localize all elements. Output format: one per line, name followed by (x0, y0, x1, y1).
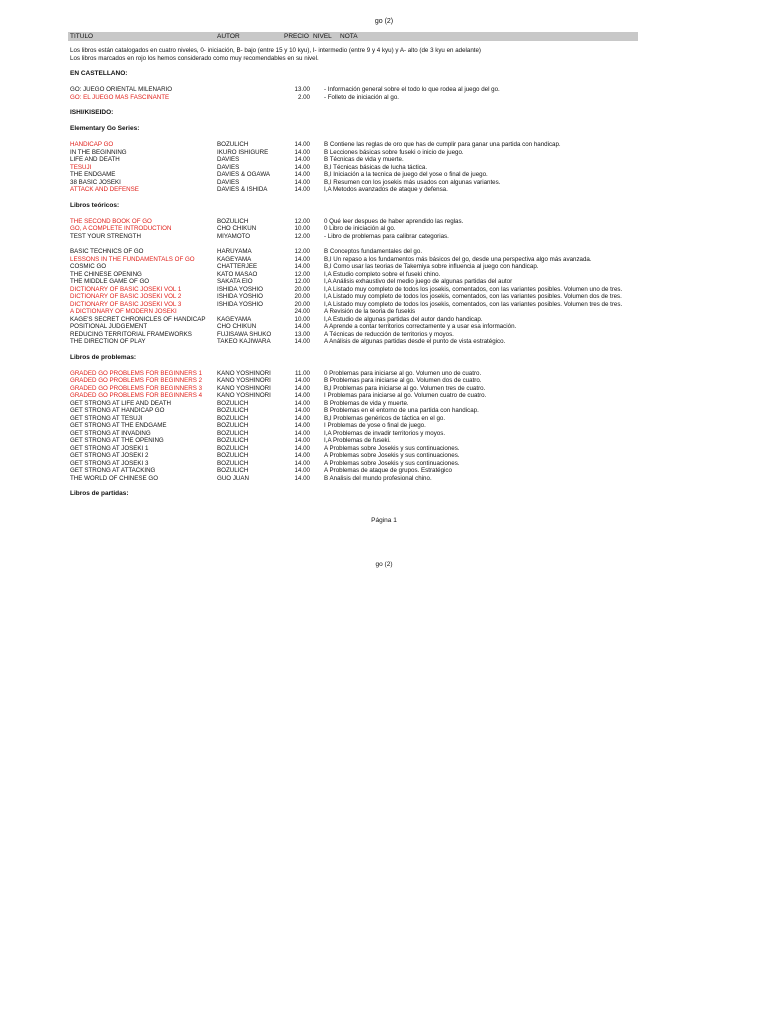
book-title: GET STRONG AT TESUJI (70, 414, 143, 422)
book-row (70, 445, 670, 453)
book-title: ATTACK AND DEFENSE (70, 186, 139, 193)
book-author: BOZULICH (217, 437, 249, 444)
book-title: THE DIRECTION OF PLAY (70, 338, 146, 345)
book-note: A Problemas sobre Josekis y sus continuaciones. (324, 459, 460, 467)
book-note: B,I Problemas para iniciarse al go. Volumen tres de cuatro. (324, 384, 486, 392)
book-price: 12.00 (294, 278, 310, 285)
book-row (70, 475, 670, 483)
book-price: 14.00 (294, 263, 310, 270)
book-title: THE MIDDLE GAME OF GO (70, 278, 150, 285)
book-price: 14.00 (294, 178, 310, 186)
book-title: GO, A COMPLETE INTRODUCTION (70, 225, 172, 232)
book-note: I,A Listado muy completo de todos los josekis, comentados, con las variantes posibles. Volumen uno de tres. (324, 285, 623, 293)
book-title: THE SECOND BOOK OF GO (70, 217, 152, 225)
book-title: THE ENDGAME (70, 171, 116, 178)
book-title: GET STRONG AT THE ENDGAME (70, 422, 167, 429)
book-price: 14.00 (294, 255, 310, 263)
book-price: 14.00 (294, 399, 310, 407)
book-author: BOZULICH (217, 414, 249, 422)
book-row (70, 301, 670, 309)
book-author: DAVIES & ISHIDA (217, 186, 268, 193)
book-title: A DICTIONARY OF MODERN JOSEKI (70, 308, 177, 315)
book-row (70, 415, 670, 423)
book-row (70, 385, 670, 393)
book-row (70, 186, 670, 194)
book-author: CHATTERJEE (217, 263, 258, 270)
spacer (70, 194, 670, 202)
book-row (70, 430, 670, 438)
book-author: DAVIES (217, 163, 240, 171)
book-note: - Folleto de iniciación al go. (324, 93, 399, 101)
spacer (70, 101, 670, 109)
book-row (70, 422, 670, 430)
book-note: I,A Listado muy completo de todos los josekis, comentados, con las variantes posibles. Volumen tres de tres. (324, 300, 623, 308)
book-row (70, 377, 670, 385)
book-note: B,I Como usar las teorias de Takemiya sobre influencia al juego con handicap. (324, 263, 539, 270)
book-author: DAVIES (217, 156, 240, 163)
book-title: DICTIONARY OF BASIC JOSEKI VOL 3 (70, 300, 182, 308)
book-title: GET STRONG AT JOSEKI 2 (70, 452, 149, 459)
book-author: HARUYAMA (217, 248, 252, 255)
book-price: 14.00 (294, 452, 310, 459)
book-note: B Lecciones básicas sobre fuseki o inicio de juego. (324, 148, 464, 156)
book-author: BOZULICH (217, 422, 249, 429)
book-title: GO: JUEGO ORIENTAL MILENARIO (70, 86, 173, 93)
book-note: B,I Problemas genéricos de táctica en el go. (324, 414, 446, 422)
col-titulo: TITULO (70, 33, 94, 40)
book-author: KANO YOSHINORI (217, 369, 271, 377)
section-title: Libros de partidas: (70, 490, 129, 497)
book-note: B,I Iniciación a la tecnica de juego del yose o final de juego. (324, 171, 488, 178)
book-author: KAGEYAMA (217, 255, 252, 263)
book-title: KAGE'S SECRET CHRONICLES OF HANDICAP (70, 315, 206, 323)
spacer (70, 346, 670, 354)
book-note: - Libro de problemas para calibrar categorias. (324, 232, 449, 240)
intro-line: Los libros están catalogados en cuatro niveles, 0- iniciación, B- bajo (entre 15 y 10 kyu), I- intermedio (entre 9 y 4 kyu) y A- alto (de 3 kyu en adelante) (70, 47, 481, 54)
spacer (70, 210, 670, 218)
book-note: 0 Problemas para iniciarse al go. Volumen uno de cuatro. (324, 369, 482, 377)
book-note: B Problemas para iniciarse al go. Volumen dos de cuatro. (324, 377, 482, 384)
book-note: I,A Estudio de algunas partidas del autor dando handicap. (324, 315, 483, 323)
book-price: 10.00 (294, 315, 310, 323)
book-price: 14.00 (294, 186, 310, 193)
col-autor: AUTOR (217, 33, 240, 40)
book-price: 14.00 (294, 414, 310, 422)
book-price: 14.00 (294, 171, 310, 178)
book-price: 12.00 (294, 217, 310, 225)
spacer (70, 78, 670, 86)
book-row (70, 407, 670, 415)
book-price: 12.00 (294, 248, 310, 255)
book-author: SAKATA EIO (217, 278, 253, 285)
book-row (70, 338, 670, 346)
book-row (70, 331, 670, 339)
book-row (70, 467, 670, 475)
book-price: 14.00 (294, 467, 310, 474)
book-row (70, 164, 670, 172)
book-note: I,A Listado muy completo de todos los josekis, comentados, con las variantes posibles. Volumen dos de tres. (324, 293, 622, 300)
book-author: BOZULICH (217, 429, 249, 437)
book-row (70, 94, 670, 102)
spacer (70, 362, 670, 370)
column-header-bar (68, 32, 638, 41)
book-price: 14.00 (294, 429, 310, 437)
book-note: 0 Qué leer despues de haber aprendido las reglas. (324, 217, 464, 225)
book-note: I,A Estudio completo sobre el fuseki chino. (324, 270, 441, 278)
book-row (70, 323, 670, 331)
book-author: CHO CHIKUN (217, 323, 257, 330)
book-price: 24.00 (294, 308, 310, 315)
section-title: EN CASTELLANO: (70, 70, 128, 77)
book-author: BOZULICH (217, 467, 249, 474)
book-price: 14.00 (294, 384, 310, 392)
book-note: B,I Técnicas básicas de lucha táctica. (324, 163, 428, 171)
book-title: COSMIC GO (70, 263, 107, 270)
book-author: BOZULICH (217, 444, 249, 452)
book-row (70, 452, 670, 460)
book-row (70, 233, 670, 241)
book-note: - Información general sobre el todo lo que rodea al juego del go. (324, 86, 500, 93)
book-title: GET STRONG AT ATTACKING (70, 467, 156, 474)
book-row (70, 141, 670, 149)
book-note: B,I Un repaso a los fundamentos más básicos del go, desde una perspectiva algo más avanzada. (324, 255, 592, 263)
book-note: A Análisis de algunas partidas desde el punto de vista estratégico. (324, 338, 506, 345)
book-price: 20.00 (294, 293, 310, 300)
col-precio: PRECIO (284, 33, 309, 40)
book-author: KANO YOSHINORI (217, 384, 271, 392)
section-title: Libros teóricos: (70, 201, 120, 209)
spacer (70, 240, 670, 248)
book-note: B Analisis del mundo profesional chino. (324, 474, 432, 482)
book-price: 14.00 (294, 407, 310, 414)
book-author: BOZULICH (217, 399, 249, 407)
book-price: 20.00 (294, 285, 310, 293)
book-price: 10.00 (294, 225, 310, 232)
book-row (70, 316, 670, 324)
book-note: B,I Resumen con los josekis más usados con algunas variantes. (324, 178, 501, 186)
book-title: POSITIONAL JUDGEMENT (70, 323, 148, 330)
book-author: DAVIES (217, 178, 240, 186)
book-title: TEST YOUR STRENGTH (70, 232, 141, 240)
book-row (70, 370, 670, 378)
book-price: 14.00 (294, 444, 310, 452)
book-price: 14.00 (294, 141, 310, 148)
intro-line: Los libros marcados en rojo los hemos considerado como muy recomendables en su nivel. (70, 55, 319, 62)
book-author: ISHIDA YOSHIO (217, 293, 263, 300)
book-row (70, 179, 670, 187)
page2-header: go (2) (375, 561, 393, 568)
book-title: GET STRONG AT JOSEKI 3 (70, 459, 149, 467)
book-author: ISHIDA YOSHIO (217, 285, 263, 293)
book-author: ISHIDA YOSHIO (217, 300, 263, 308)
book-author: KATO MASAO (217, 270, 258, 278)
spacer (70, 498, 670, 506)
book-price: 12.00 (294, 270, 310, 278)
book-title: HANDICAP GO (70, 141, 114, 148)
book-title: GRADED GO PROBLEMS FOR BEGINNERS 4 (70, 392, 203, 399)
spacer (70, 117, 670, 125)
book-price: 12.00 (294, 232, 310, 240)
book-author: GUO JUAN (217, 474, 249, 482)
book-author: DAVIES & OGAWA (217, 171, 271, 178)
book-title: GET STRONG AT THE OPENING (70, 437, 164, 444)
book-price: 14.00 (294, 474, 310, 482)
page-header: go (2) (374, 18, 394, 25)
book-title: GET STRONG AT JOSEKI 1 (70, 444, 149, 452)
book-row (70, 308, 670, 316)
book-author: IKURO ISHIGURE (217, 148, 269, 156)
intro-text (70, 47, 481, 63)
book-row (70, 278, 670, 286)
book-row (70, 460, 670, 468)
book-price: 13.00 (294, 330, 310, 338)
book-note: A Revisión de la teoria de fusekis (324, 308, 416, 315)
book-title: GET STRONG AT INVADING (70, 429, 151, 437)
book-author: KAGEYAMA (217, 315, 252, 323)
book-note: I,A Problemas de invadir territorios y moyos. (324, 429, 446, 437)
book-row (70, 286, 670, 294)
book-note: B Problemas en el entorno de una partida con handicap. (324, 407, 479, 414)
book-price: 14.00 (294, 377, 310, 384)
book-title: LESSONS IN THE FUNDAMENTALS OF GO (70, 255, 195, 263)
book-note: A Problemas sobre Josekis y sus continuaciones. (324, 452, 460, 459)
book-title: BASIC TECHNICS OF GO (70, 248, 144, 255)
book-title: THE WORLD OF CHINESE GO (70, 474, 159, 482)
section-title: ISHI/KISEIDO: (70, 109, 114, 116)
book-price: 14.00 (294, 392, 310, 399)
book-list (70, 70, 670, 506)
book-price: 2.00 (297, 93, 310, 101)
book-note: I Problemas para iniciarse al go. Volumen cuatro de cuatro. (324, 392, 487, 399)
book-note: I,A Metodos avanzados de ataque y defensa. (324, 186, 448, 193)
book-note: 0 Libro de iniciación al go. (324, 225, 396, 232)
section-title: Libros de problemas: (70, 353, 137, 361)
book-author: KANO YOSHINORI (217, 377, 271, 384)
book-title: DICTIONARY OF BASIC JOSEKI VOL 1 (70, 285, 182, 293)
book-row (70, 218, 670, 226)
col-nivel: NIVEL (313, 33, 332, 40)
book-title: THE CHINESE OPENING (70, 270, 142, 278)
book-note: A Técnicas de reducción de territorios y moyos. (324, 330, 454, 338)
book-title: GO: EL JUEGO MAS FASCINANTE (70, 93, 170, 101)
book-note: I,A Análisis exhaustivo del medio juego de algunas partidas del autor (324, 278, 513, 285)
book-row (70, 400, 670, 408)
book-price: 14.00 (294, 163, 310, 171)
book-row (70, 437, 670, 445)
book-price: 13.00 (294, 86, 310, 93)
book-note: B Técnicas de vida y muerte. (324, 156, 404, 163)
book-price: 14.00 (294, 422, 310, 429)
book-row (70, 263, 670, 271)
book-note: I,A Problemas de fuseki. (324, 437, 391, 444)
book-author: BOZULICH (217, 459, 249, 467)
book-price: 11.00 (294, 369, 310, 377)
book-row (70, 271, 670, 279)
book-note: B Problemas de vida y muerte. (324, 399, 409, 407)
book-row (70, 248, 670, 256)
book-price: 14.00 (294, 437, 310, 444)
spacer (70, 133, 670, 141)
book-note: B Contiene las reglas de oro que has de cumplir para ganar una partida con handicap. (324, 141, 561, 148)
book-row (70, 171, 670, 179)
book-title: GRADED GO PROBLEMS FOR BEGINNERS 3 (70, 384, 203, 392)
book-row (70, 256, 670, 264)
book-row (70, 149, 670, 157)
col-nota: NOTA (340, 33, 358, 40)
book-title: GRADED GO PROBLEMS FOR BEGINNERS 1 (70, 369, 203, 377)
book-author: BOZULICH (217, 141, 249, 148)
book-note: B Conceptos fundamentales del go. (324, 248, 423, 255)
book-note: A Aprende a contar territorios correctamente y a usar esa información. (324, 323, 517, 330)
book-row (70, 392, 670, 400)
book-price: 14.00 (294, 338, 310, 345)
book-price: 20.00 (294, 300, 310, 308)
book-note: A Problemas sobre Josekis y sus continuaciones. (324, 444, 460, 452)
page-footer: Página 1 (371, 517, 397, 524)
section-title: Elementary Go Series: (70, 125, 140, 132)
book-title: TESUJI (70, 163, 92, 171)
book-author: KANO YOSHINORI (217, 392, 271, 399)
book-note: A Problemas de ataque de grupos. Estratégico (324, 467, 452, 474)
book-author: FUJISAWA SHUKO (217, 330, 272, 338)
book-row (70, 225, 670, 233)
book-title: DICTIONARY OF BASIC JOSEKI VOL 2 (70, 293, 182, 300)
book-author: BOZULICH (217, 407, 249, 414)
book-price: 14.00 (294, 156, 310, 163)
book-author: BOZULICH (217, 452, 249, 459)
book-note: I Problemas de yose o final de juego. (324, 422, 426, 429)
book-price: 14.00 (294, 459, 310, 467)
book-title: IN THE BEGINNING (70, 148, 127, 156)
book-row (70, 293, 670, 301)
book-row (70, 156, 670, 164)
book-price: 14.00 (294, 323, 310, 330)
book-author: MIYAMOTO (217, 232, 251, 240)
book-price: 14.00 (294, 148, 310, 156)
book-title: GET STRONG AT LIFE AND DEATH (70, 399, 171, 407)
book-row (70, 86, 670, 94)
book-title: REDUCING TERRITORIAL FRAMEWORKS (70, 330, 192, 338)
book-author: BOZULICH (217, 217, 249, 225)
book-title: LIFE AND DEATH (70, 156, 120, 163)
book-title: GET STRONG AT HANDICAP GO (70, 407, 165, 414)
book-title: GRADED GO PROBLEMS FOR BEGINNERS 2 (70, 377, 203, 384)
book-author: TAKEO KAJIWARA (217, 338, 271, 345)
book-author: CHO CHIKUN (217, 225, 257, 232)
spacer (70, 482, 670, 490)
book-title: 38 BASIC JOSEKI (70, 178, 121, 186)
